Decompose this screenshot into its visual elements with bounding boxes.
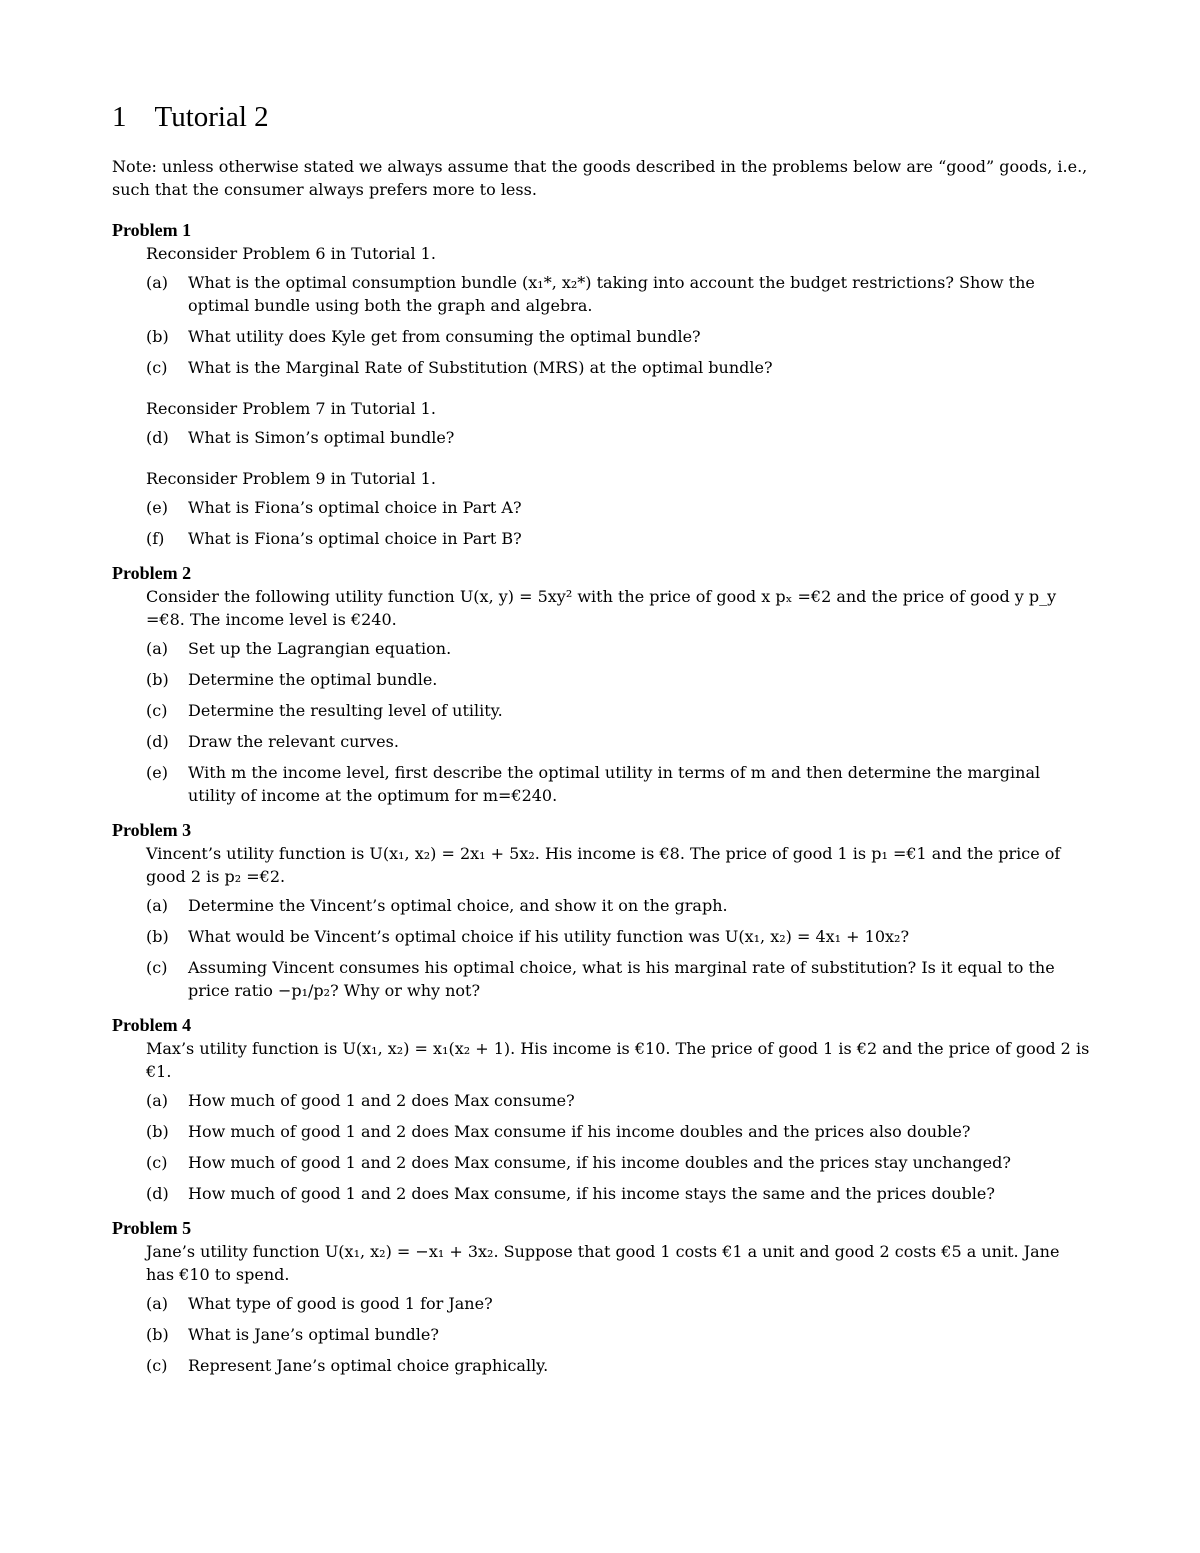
question-item bbox=[146, 1182, 1092, 1205]
question-item bbox=[146, 668, 1092, 691]
question-item bbox=[146, 925, 1092, 948]
question-text: Draw the relevant curves. bbox=[188, 731, 399, 751]
problem-title: Problem 5 bbox=[112, 1217, 192, 1238]
question-label: (a) bbox=[146, 1090, 169, 1110]
problem-intro: Reconsider Problem 9 in Tutorial 1. bbox=[146, 468, 436, 488]
question-text: How much of good 1 and 2 does Max consume? bbox=[188, 1090, 575, 1110]
question-text: What would be Vincent’s optimal choice if his utility function was U(x₁, x₂) = 4x₁ + 10x₂? bbox=[188, 926, 910, 946]
question-text: Assuming Vincent consumes his optimal choice, what is his marginal rate of substitution? Is it equal to the price ratio −p₁/p₂? Why or why not? bbox=[188, 957, 1055, 1000]
question-label: (c) bbox=[146, 700, 168, 720]
question-label: (e) bbox=[146, 497, 168, 517]
question-text: What type of good is good 1 for Jane? bbox=[188, 1293, 493, 1313]
question-item bbox=[146, 356, 1092, 379]
problem-intro: Vincent’s utility function is U(x₁, x₂) = 2x₁ + 5x₂. His income is €8. The price of good 1 is p₁ =€1 and the price of good 2 is p₂ =€2. bbox=[146, 843, 1061, 886]
problem-intro: Consider the following utility function U(x, y) = 5xy² with the price of good x pₓ =€2 and the price of good y p_y =€8. The income level is €240. bbox=[146, 586, 1057, 629]
question-item bbox=[146, 1120, 1092, 1143]
question-item bbox=[146, 527, 1092, 550]
question-item bbox=[146, 496, 1092, 519]
question-item bbox=[146, 325, 1092, 348]
question-label: (c) bbox=[146, 957, 168, 977]
question-label: (f) bbox=[146, 528, 165, 548]
question-label: (a) bbox=[146, 1293, 169, 1313]
question-text: What is the optimal consumption bundle (x₁*, x₂*) taking into account the budget restrictions? Show the optimal bundle using both the graph and algebra. bbox=[188, 272, 1035, 315]
question-label: (a) bbox=[146, 895, 169, 915]
question-label: (b) bbox=[146, 669, 169, 689]
question-text: How much of good 1 and 2 does Max consume if his income doubles and the prices also double? bbox=[188, 1121, 971, 1141]
question-list bbox=[112, 426, 1092, 449]
question-item bbox=[146, 894, 1092, 917]
question-label: (c) bbox=[146, 1355, 168, 1375]
question-text: Determine the resulting level of utility. bbox=[188, 700, 503, 720]
section-heading bbox=[112, 100, 1092, 135]
question-list bbox=[112, 637, 1092, 807]
question-item bbox=[146, 1354, 1092, 1377]
question-text: Set up the Lagrangian equation. bbox=[188, 638, 452, 658]
document-page bbox=[112, 100, 1092, 1389]
question-label: (c) bbox=[146, 357, 168, 377]
section-number: 1 bbox=[112, 101, 127, 133]
question-text: Determine the Vincent’s optimal choice, and show it on the graph. bbox=[188, 895, 728, 915]
question-item bbox=[146, 1323, 1092, 1346]
question-item bbox=[146, 956, 1092, 1002]
question-list bbox=[112, 271, 1092, 379]
note-paragraph: Note: unless otherwise stated we always assume that the goods described in the problems below are “good” goods, i.e., such that the consumer always prefers more to less. bbox=[112, 156, 1088, 199]
question-text: What is the Marginal Rate of Substitution (MRS) at the optimal bundle? bbox=[188, 357, 773, 377]
problem-intro: Reconsider Problem 7 in Tutorial 1. bbox=[146, 398, 436, 418]
question-label: (b) bbox=[146, 1324, 169, 1344]
problem-title: Problem 1 bbox=[112, 219, 192, 240]
question-label: (b) bbox=[146, 1121, 169, 1141]
question-label: (d) bbox=[146, 1183, 169, 1203]
question-item bbox=[146, 761, 1092, 807]
problem-title: Problem 2 bbox=[112, 562, 192, 583]
question-text: With m the income level, first describe the optimal utility in terms of m and then determine the marginal utility of income at the optimum for m=€240. bbox=[188, 762, 1041, 805]
question-item bbox=[146, 699, 1092, 722]
question-text: What utility does Kyle get from consuming the optimal bundle? bbox=[188, 326, 701, 346]
question-label: (d) bbox=[146, 731, 169, 751]
question-item bbox=[146, 1089, 1092, 1112]
question-list bbox=[112, 894, 1092, 1002]
question-label: (e) bbox=[146, 762, 168, 782]
question-label: (d) bbox=[146, 427, 169, 447]
question-text: What is Simon’s optimal bundle? bbox=[188, 427, 455, 447]
question-item bbox=[146, 1292, 1092, 1315]
question-label: (a) bbox=[146, 638, 169, 658]
question-item bbox=[146, 271, 1092, 317]
problem-title: Problem 4 bbox=[112, 1014, 192, 1035]
question-item bbox=[146, 637, 1092, 660]
question-label: (a) bbox=[146, 272, 169, 292]
problem-1 bbox=[112, 219, 1092, 550]
question-text: What is Fiona’s optimal choice in Part A? bbox=[188, 497, 522, 517]
question-text: Determine the optimal bundle. bbox=[188, 669, 438, 689]
problem-list bbox=[112, 219, 1092, 1377]
problem-intro: Max’s utility function is U(x₁, x₂) = x₁(x₂ + 1). His income is €10. The price of good 1 is €2 and the price of good 2 is €1. bbox=[146, 1038, 1090, 1081]
problem-5 bbox=[112, 1217, 1092, 1377]
question-item bbox=[146, 426, 1092, 449]
problem-4 bbox=[112, 1014, 1092, 1205]
question-list bbox=[112, 1292, 1092, 1377]
question-text: What is Fiona’s optimal choice in Part B? bbox=[188, 528, 522, 548]
question-label: (b) bbox=[146, 326, 169, 346]
problem-3 bbox=[112, 819, 1092, 1002]
question-label: (c) bbox=[146, 1152, 168, 1172]
problem-2 bbox=[112, 562, 1092, 807]
question-label: (b) bbox=[146, 926, 169, 946]
question-item bbox=[146, 730, 1092, 753]
question-item bbox=[146, 1151, 1092, 1174]
problem-title: Problem 3 bbox=[112, 819, 192, 840]
question-text: Represent Jane’s optimal choice graphically. bbox=[188, 1355, 549, 1375]
question-list bbox=[112, 1089, 1092, 1205]
problem-intro: Reconsider Problem 6 in Tutorial 1. bbox=[146, 243, 436, 263]
question-text: How much of good 1 and 2 does Max consume, if his income doubles and the prices stay unchanged? bbox=[188, 1152, 1011, 1172]
question-text: What is Jane’s optimal bundle? bbox=[188, 1324, 439, 1344]
question-list bbox=[112, 496, 1092, 550]
problem-intro: Jane’s utility function U(x₁, x₂) = −x₁ + 3x₂. Suppose that good 1 costs €1 a unit and good 2 costs €5 a unit. Jane has €10 to spend. bbox=[146, 1241, 1060, 1284]
section-title: Tutorial 2 bbox=[154, 101, 269, 133]
question-text: How much of good 1 and 2 does Max consume, if his income stays the same and the prices double? bbox=[188, 1183, 995, 1203]
